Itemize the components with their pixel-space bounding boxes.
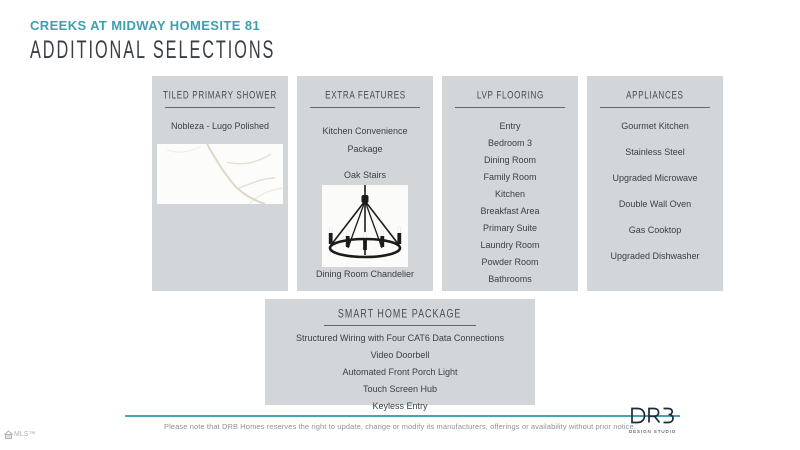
smart-home-item: Video Doorbell — [370, 350, 430, 360]
flooring-room-item: Bathrooms — [488, 274, 532, 284]
disclaimer-text: Please note that DRB Homes reserves the right to update, change or modify its manufacturers, offerings or availability without prior notice. — [163, 422, 636, 431]
logo-subtext: DESIGN STUDIO — [629, 429, 677, 434]
flooring-room-item: Family Room — [483, 172, 537, 182]
mls-watermark — [4, 430, 35, 439]
title-underline — [600, 107, 710, 108]
flooring-room-item: Bedroom 3 — [487, 138, 533, 148]
card-smart-home-package — [265, 299, 535, 411]
footer-accent-line — [125, 415, 680, 417]
marble-tile-image — [157, 144, 283, 204]
card-title: SMART HOME PACKAGE — [338, 306, 462, 322]
flooring-room-item: Breakfast Area — [480, 206, 540, 216]
card-tiled-primary-shower — [152, 76, 288, 291]
flooring-room-item: Kitchen — [494, 189, 526, 199]
flooring-room-item: Laundry Room — [480, 240, 540, 250]
appliance-item: Gas Cooktop — [628, 225, 682, 235]
flooring-room-item: Powder Room — [481, 257, 539, 267]
drb-design-studio-logo — [629, 407, 675, 434]
extra-feature-item: Oak Stairs — [343, 170, 386, 180]
community-name: CREEKS AT MIDWAY HOMESITE 81 — [30, 18, 261, 33]
flooring-room-item: Entry — [499, 121, 521, 131]
card-title: LVP FLOORING — [476, 89, 544, 102]
page-title: ADDITIONAL SELECTIONS — [30, 36, 276, 64]
card-extra-features — [297, 76, 433, 291]
card-title: TILED PRIMARY SHOWER — [163, 89, 277, 102]
tile-selection-label: Nobleza - Lugo Polished — [170, 121, 270, 131]
title-underline — [455, 107, 565, 108]
appliance-item: Gourmet Kitchen — [621, 121, 689, 131]
chandelier-caption: Dining Room Chandelier — [315, 269, 415, 279]
card-appliances — [587, 76, 723, 291]
selection-cards-row — [152, 76, 723, 291]
smart-home-item: Touch Screen Hub — [362, 384, 438, 394]
card-title: EXTRA FEATURES — [324, 89, 406, 102]
appliance-item: Stainless Steel — [625, 147, 685, 157]
title-underline — [310, 107, 420, 108]
title-underline — [165, 107, 275, 108]
page-header — [30, 18, 407, 65]
card-lvp-flooring — [442, 76, 578, 291]
house-icon — [4, 430, 13, 439]
flooring-room-item: Dining Room — [483, 155, 537, 165]
appliance-item: Double Wall Oven — [618, 199, 692, 209]
smart-home-item: Keyless Entry — [372, 401, 428, 411]
flooring-room-item: Primary Suite — [482, 223, 537, 233]
title-underline — [324, 325, 476, 326]
card-title: APPLIANCES — [626, 89, 684, 102]
drb-logo-icon — [630, 407, 674, 424]
watermark-label: MLS™ — [14, 431, 36, 438]
chandelier-image — [322, 185, 408, 267]
appliance-item: Upgraded Dishwasher — [610, 251, 700, 261]
smart-home-item: Structured Wiring with Four CAT6 Data Connections — [296, 333, 504, 343]
appliance-item: Upgraded Microwave — [612, 173, 698, 183]
smart-home-item: Automated Front Porch Light — [342, 367, 458, 377]
extra-feature-item: Kitchen Convenience Package — [322, 126, 408, 154]
